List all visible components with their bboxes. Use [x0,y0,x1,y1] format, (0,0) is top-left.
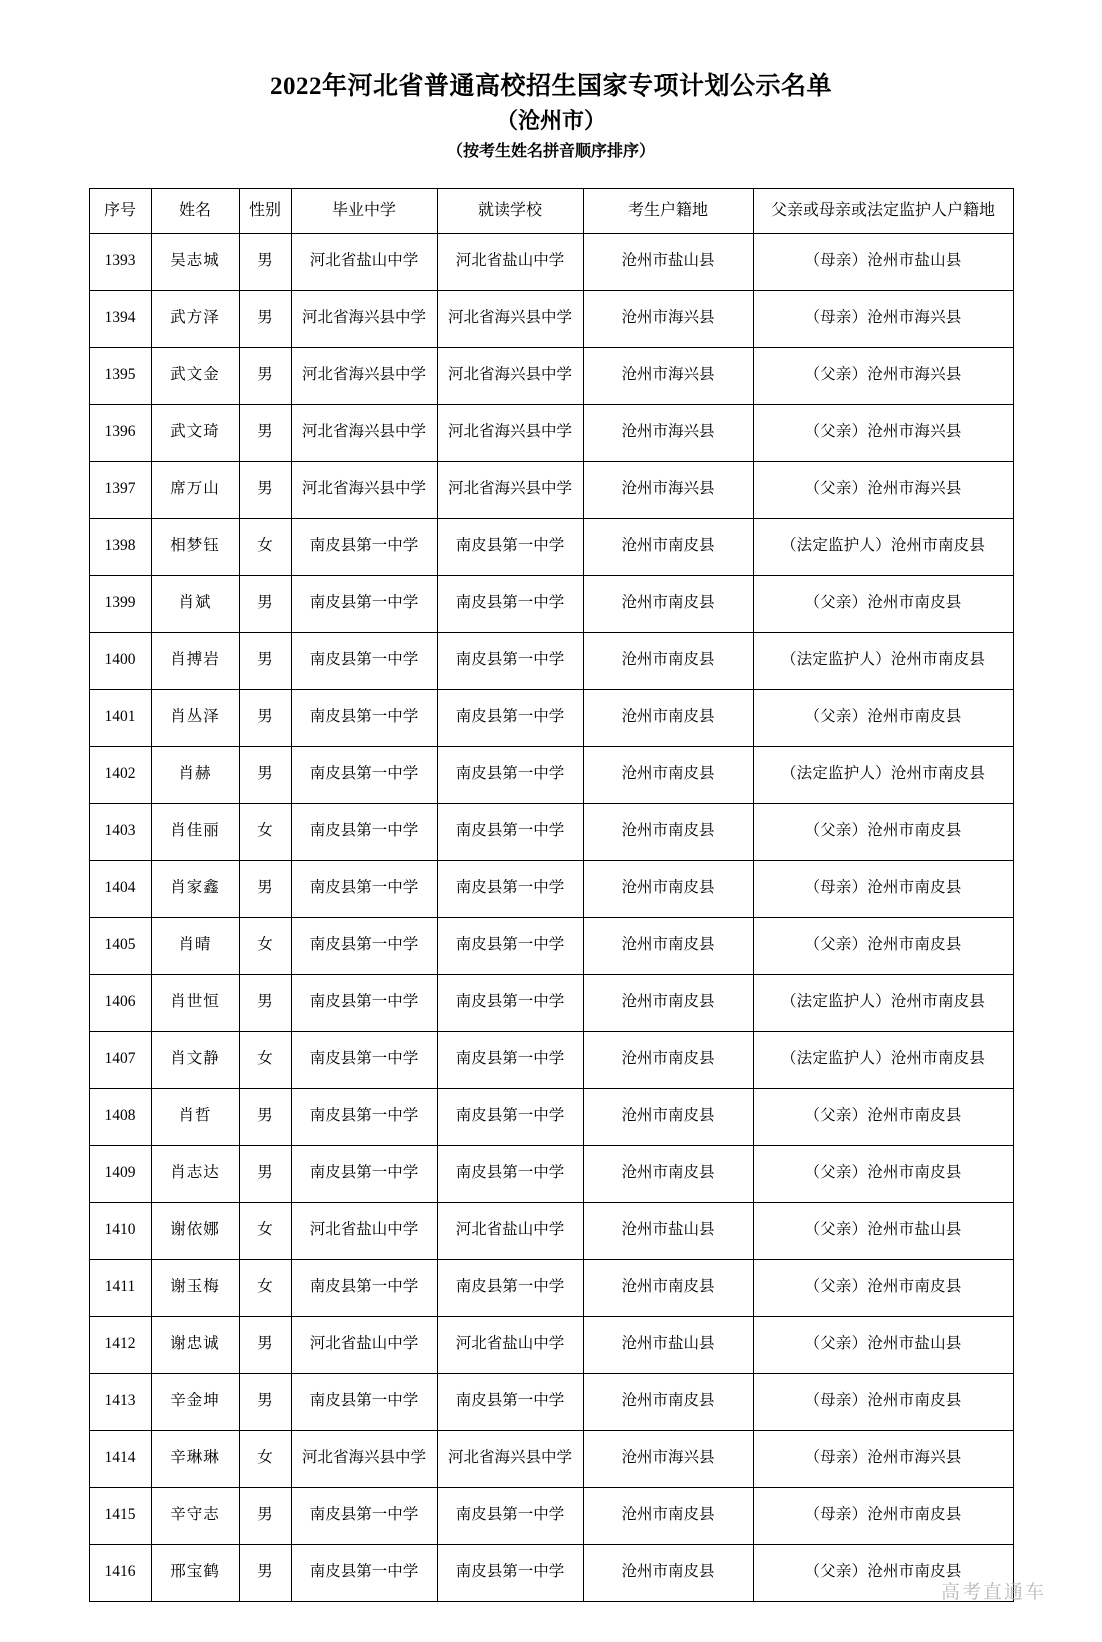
cell-attend-school: 南皮县第一中学 [437,632,583,689]
cell-gender: 男 [239,575,291,632]
page-sort-note: （按考生姓名拼音顺序排序） [446,143,655,161]
cell-graduate-school: 南皮县第一中学 [291,518,437,575]
cell-name: 肖文静 [151,1031,239,1088]
cell-graduate-school: 南皮县第一中学 [291,1259,437,1316]
cell-residence: 沧州市南皮县 [583,974,753,1031]
cell-guardian: （法定监护人）沧州市南皮县 [753,746,1013,803]
cell-residence: 沧州市海兴县 [583,404,753,461]
cell-graduate-school: 南皮县第一中学 [291,632,437,689]
cell-seq: 1410 [89,1202,151,1259]
cell-attend-school: 南皮县第一中学 [437,974,583,1031]
cell-graduate-school: 南皮县第一中学 [291,860,437,917]
cell-gender: 男 [239,1544,291,1601]
cell-attend-school: 南皮县第一中学 [437,1145,583,1202]
watermark: 高考直通车 [940,1581,1046,1603]
roster-table [89,188,1014,1602]
cell-name: 肖家鑫 [151,860,239,917]
cell-guardian: （法定监护人）沧州市南皮县 [753,974,1013,1031]
cell-residence: 沧州市海兴县 [583,461,753,518]
cell-graduate-school: 南皮县第一中学 [291,689,437,746]
cell-seq: 1412 [89,1316,151,1373]
table-row [89,1544,1013,1601]
cell-graduate-school: 南皮县第一中学 [291,803,437,860]
cell-residence: 沧州市南皮县 [583,1145,753,1202]
cell-seq: 1398 [89,518,151,575]
cell-seq: 1399 [89,575,151,632]
cell-guardian: （法定监护人）沧州市南皮县 [753,632,1013,689]
table-row [89,1088,1013,1145]
cell-graduate-school: 南皮县第一中学 [291,1145,437,1202]
cell-guardian: （母亲）沧州市海兴县 [753,290,1013,347]
cell-attend-school: 河北省海兴县中学 [437,461,583,518]
cell-graduate-school: 南皮县第一中学 [291,917,437,974]
cell-graduate-school: 河北省盐山中学 [291,233,437,290]
cell-attend-school: 南皮县第一中学 [437,1373,583,1430]
cell-guardian: （父亲）沧州市南皮县 [753,575,1013,632]
cell-seq: 1415 [89,1487,151,1544]
cell-gender: 男 [239,290,291,347]
cell-name: 肖斌 [151,575,239,632]
cell-name: 相梦钰 [151,518,239,575]
cell-residence: 沧州市南皮县 [583,632,753,689]
cell-attend-school: 河北省海兴县中学 [437,1430,583,1487]
cell-guardian: （父亲）沧州市南皮县 [753,1544,1013,1601]
cell-guardian: （父亲）沧州市海兴县 [753,461,1013,518]
cell-attend-school: 南皮县第一中学 [437,1088,583,1145]
cell-graduate-school: 河北省海兴县中学 [291,404,437,461]
cell-attend-school: 南皮县第一中学 [437,1487,583,1544]
cell-name: 邢宝鹤 [151,1544,239,1601]
cell-guardian: （母亲）沧州市南皮县 [753,1487,1013,1544]
cell-graduate-school: 南皮县第一中学 [291,1031,437,1088]
cell-name: 肖晴 [151,917,239,974]
cell-guardian: （父亲）沧州市盐山县 [753,1316,1013,1373]
column-header-name: 姓名 [151,188,239,233]
cell-seq: 1403 [89,803,151,860]
cell-guardian: （母亲）沧州市南皮县 [753,860,1013,917]
cell-seq: 1406 [89,974,151,1031]
cell-guardian: （父亲）沧州市南皮县 [753,689,1013,746]
cell-guardian: （父亲）沧州市南皮县 [753,803,1013,860]
cell-attend-school: 河北省海兴县中学 [437,347,583,404]
column-header-gender: 性别 [239,188,291,233]
cell-attend-school: 南皮县第一中学 [437,746,583,803]
cell-attend-school: 河北省盐山中学 [437,1202,583,1259]
cell-attend-school: 南皮县第一中学 [437,518,583,575]
cell-name: 肖哲 [151,1088,239,1145]
table-row [89,1145,1013,1202]
cell-gender: 男 [239,1145,291,1202]
table-row [89,689,1013,746]
cell-residence: 沧州市南皮县 [583,1259,753,1316]
cell-guardian: （母亲）沧州市盐山县 [753,233,1013,290]
cell-residence: 沧州市海兴县 [583,1430,753,1487]
cell-seq: 1408 [89,1088,151,1145]
cell-gender: 女 [239,1430,291,1487]
cell-gender: 男 [239,1373,291,1430]
cell-graduate-school: 南皮县第一中学 [291,1088,437,1145]
cell-residence: 沧州市盐山县 [583,1202,753,1259]
cell-attend-school: 南皮县第一中学 [437,689,583,746]
cell-name: 肖世恒 [151,974,239,1031]
cell-guardian: （父亲）沧州市海兴县 [753,347,1013,404]
cell-attend-school: 南皮县第一中学 [437,575,583,632]
cell-attend-school: 河北省海兴县中学 [437,404,583,461]
cell-guardian: （父亲）沧州市海兴县 [753,404,1013,461]
cell-seq: 1413 [89,1373,151,1430]
cell-seq: 1405 [89,917,151,974]
cell-residence: 沧州市南皮县 [583,1031,753,1088]
cell-gender: 女 [239,803,291,860]
table-row [89,575,1013,632]
table-row [89,1487,1013,1544]
cell-seq: 1404 [89,860,151,917]
cell-attend-school: 河北省盐山中学 [437,233,583,290]
cell-seq: 1400 [89,632,151,689]
cell-residence: 沧州市南皮县 [583,1487,753,1544]
cell-gender: 男 [239,689,291,746]
cell-gender: 女 [239,1202,291,1259]
cell-attend-school: 南皮县第一中学 [437,1544,583,1601]
cell-seq: 1416 [89,1544,151,1601]
table-row [89,746,1013,803]
table-row [89,233,1013,290]
cell-gender: 女 [239,518,291,575]
cell-residence: 沧州市盐山县 [583,233,753,290]
cell-graduate-school: 河北省海兴县中学 [291,290,437,347]
cell-name: 席万山 [151,461,239,518]
table-row [89,518,1013,575]
cell-attend-school: 南皮县第一中学 [437,860,583,917]
cell-name: 肖丛泽 [151,689,239,746]
cell-attend-school: 河北省盐山中学 [437,1316,583,1373]
cell-seq: 1407 [89,1031,151,1088]
cell-residence: 沧州市南皮县 [583,803,753,860]
cell-graduate-school: 南皮县第一中学 [291,1544,437,1601]
cell-residence: 沧州市南皮县 [583,917,753,974]
cell-gender: 男 [239,860,291,917]
cell-name: 武方泽 [151,290,239,347]
page-title: 2022年河北省普通高校招生国家专项计划公示名单 [269,73,832,100]
cell-gender: 男 [239,632,291,689]
table-row [89,860,1013,917]
cell-guardian: （法定监护人）沧州市南皮县 [753,1031,1013,1088]
cell-residence: 沧州市海兴县 [583,347,753,404]
cell-attend-school: 南皮县第一中学 [437,1031,583,1088]
cell-residence: 沧州市南皮县 [583,1373,753,1430]
table-row [89,1259,1013,1316]
cell-seq: 1397 [89,461,151,518]
table-header-row [89,188,1013,233]
cell-guardian: （父亲）沧州市南皮县 [753,1088,1013,1145]
cell-seq: 1393 [89,233,151,290]
cell-guardian: （母亲）沧州市海兴县 [753,1430,1013,1487]
cell-gender: 男 [239,461,291,518]
cell-seq: 1394 [89,290,151,347]
cell-name: 谢忠诚 [151,1316,239,1373]
cell-residence: 沧州市南皮县 [583,1544,753,1601]
cell-residence: 沧州市南皮县 [583,689,753,746]
table-row [89,290,1013,347]
cell-graduate-school: 河北省海兴县中学 [291,461,437,518]
cell-gender: 女 [239,1031,291,1088]
column-header-attend-school: 就读学校 [437,188,583,233]
cell-seq: 1402 [89,746,151,803]
table-row [89,632,1013,689]
cell-seq: 1414 [89,1430,151,1487]
table-header [89,188,1013,233]
cell-name: 辛守志 [151,1487,239,1544]
cell-graduate-school: 河北省盐山中学 [291,1202,437,1259]
cell-residence: 沧州市南皮县 [583,860,753,917]
cell-attend-school: 南皮县第一中学 [437,917,583,974]
cell-graduate-school: 南皮县第一中学 [291,575,437,632]
cell-gender: 男 [239,233,291,290]
column-header-residence: 考生户籍地 [583,188,753,233]
table-row [89,461,1013,518]
cell-attend-school: 河北省海兴县中学 [437,290,583,347]
cell-seq: 1401 [89,689,151,746]
cell-guardian: （父亲）沧州市南皮县 [753,1259,1013,1316]
cell-residence: 沧州市南皮县 [583,1088,753,1145]
cell-gender: 男 [239,974,291,1031]
cell-guardian: （母亲）沧州市南皮县 [753,1373,1013,1430]
cell-gender: 女 [239,1259,291,1316]
cell-gender: 男 [239,746,291,803]
table-row [89,974,1013,1031]
cell-seq: 1411 [89,1259,151,1316]
cell-gender: 男 [239,1316,291,1373]
cell-name: 武文金 [151,347,239,404]
table-row [89,347,1013,404]
table-row [89,1031,1013,1088]
cell-gender: 男 [239,347,291,404]
table-row [89,917,1013,974]
cell-residence: 沧州市南皮县 [583,746,753,803]
cell-name: 肖赫 [151,746,239,803]
table-row [89,1316,1013,1373]
table-row [89,1202,1013,1259]
cell-name: 谢依娜 [151,1202,239,1259]
cell-graduate-school: 南皮县第一中学 [291,974,437,1031]
cell-gender: 男 [239,1088,291,1145]
cell-residence: 沧州市盐山县 [583,1316,753,1373]
table-row [89,1373,1013,1430]
cell-name: 谢玉梅 [151,1259,239,1316]
cell-name: 辛琳琳 [151,1430,239,1487]
cell-name: 肖佳丽 [151,803,239,860]
cell-guardian: （法定监护人）沧州市南皮县 [753,518,1013,575]
cell-gender: 男 [239,1487,291,1544]
cell-graduate-school: 河北省海兴县中学 [291,347,437,404]
cell-residence: 沧州市海兴县 [583,290,753,347]
cell-guardian: （父亲）沧州市南皮县 [753,917,1013,974]
table-row [89,803,1013,860]
cell-graduate-school: 河北省海兴县中学 [291,1430,437,1487]
column-header-seq: 序号 [89,188,151,233]
column-header-graduate-school: 毕业中学 [291,188,437,233]
cell-seq: 1409 [89,1145,151,1202]
cell-gender: 女 [239,917,291,974]
cell-name: 肖志达 [151,1145,239,1202]
column-header-guardian: 父亲或母亲或法定监护人户籍地 [753,188,1013,233]
cell-attend-school: 南皮县第一中学 [437,803,583,860]
cell-seq: 1396 [89,404,151,461]
page-subtitle: （沧州市） [495,107,606,133]
cell-name: 吴志城 [151,233,239,290]
cell-residence: 沧州市南皮县 [583,518,753,575]
cell-gender: 男 [239,404,291,461]
cell-attend-school: 南皮县第一中学 [437,1259,583,1316]
table-row [89,1430,1013,1487]
cell-graduate-school: 南皮县第一中学 [291,1487,437,1544]
cell-name: 武文琦 [151,404,239,461]
cell-name: 肖搏岩 [151,632,239,689]
cell-residence: 沧州市南皮县 [583,575,753,632]
table-row [89,404,1013,461]
cell-graduate-school: 河北省盐山中学 [291,1316,437,1373]
table-body [89,233,1013,1601]
cell-guardian: （父亲）沧州市南皮县 [753,1145,1013,1202]
cell-graduate-school: 南皮县第一中学 [291,1373,437,1430]
cell-name: 辛金坤 [151,1373,239,1430]
cell-graduate-school: 南皮县第一中学 [291,746,437,803]
cell-seq: 1395 [89,347,151,404]
cell-guardian: （父亲）沧州市盐山县 [753,1202,1013,1259]
